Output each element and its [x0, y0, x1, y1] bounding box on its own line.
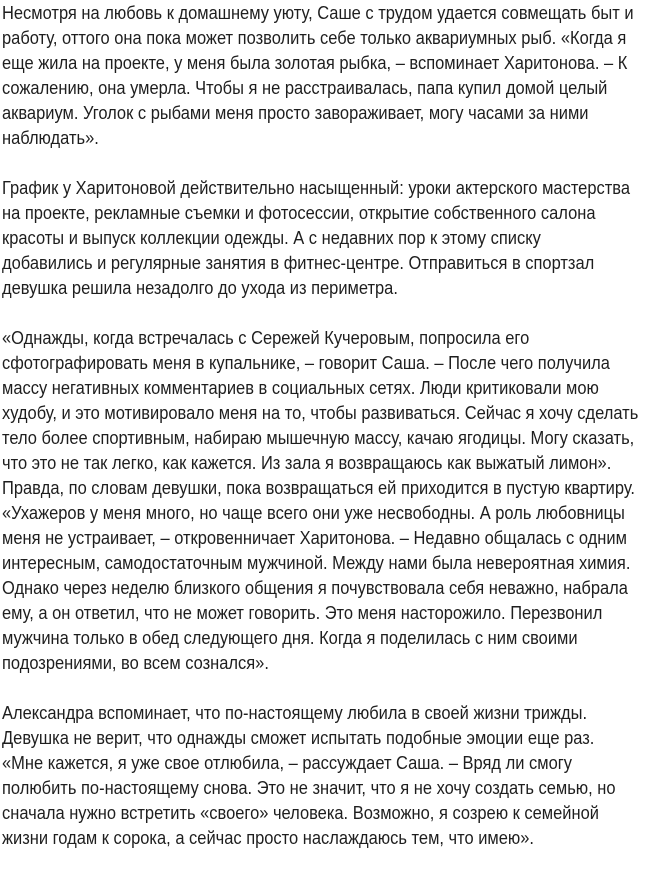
article-body	[2, 1, 670, 876]
text-line: на проекте, рекламные съемки и фотосессии, открытие собственного салона	[2, 203, 596, 223]
text-line: сожалению, она умерла. Чтобы я не расстраивалась, папа купил домой целый	[2, 78, 608, 98]
text-line: «Мне кажется, я уже свое отлюбила, – рассуждает Саша. – Вряд ли смогу	[2, 753, 572, 773]
text-line: худобу, и это мотивировало меня на то, чтобы развиваться. Сейчас я хочу сделать	[2, 403, 639, 423]
text-line: меня не устраивает, – откровенничает Харитонова. – Недавно общалась с одним	[2, 528, 627, 548]
text-line: сфотографировать меня в купальнике, – говорит Саша. – После чего получила	[2, 353, 610, 373]
text-line: подозрениями, во всем сознался».	[2, 653, 269, 673]
text-line: работу, оттого она пока может позволить себе только аквариумных рыб. «Когда я	[2, 28, 627, 48]
text-line: еще жила на проекте, у меня была золотая рыбка, – вспоминает Харитонова. – К	[2, 53, 628, 73]
text-line: полюбить по-настоящему снова. Это не значит, что я не хочу создать семью, но	[2, 778, 616, 798]
text-line: аквариум. Уголок с рыбами меня просто завораживает, могу часами за ними	[2, 103, 589, 123]
text-line: тело более спортивным, набираю мышечную массу, качаю ягодицы. Могу сказать,	[2, 428, 635, 448]
text-line: Девушка не верит, что однажды сможет испытать подобные эмоции еще раз.	[2, 728, 595, 748]
text-line: добавились и регулярные занятия в фитнес-центре. Отправиться в спортзал	[2, 253, 595, 273]
text-line: наблюдать».	[2, 128, 99, 148]
text-line: жизни годам к сорока, а сейчас просто наслаждаюсь тем, что имею».	[2, 828, 535, 848]
text-line: «Ухажеров у меня много, но чаще всего они уже несвободны. А роль любовницы	[2, 503, 625, 523]
paragraph-quote-fitness	[2, 326, 670, 676]
text-line: красоты и выпуск коллекции одежды. А с недавних пор к этому списку	[2, 228, 541, 248]
text-line: интересным, самодостаточным мужчиной. Между нами была невероятная химия.	[2, 553, 631, 573]
text-line: мужчина только в обед следующего дня. Когда я поделилась с ним своими	[2, 628, 578, 648]
text-line: Однако через неделю близкого общения я почувствовала себя неважно, набрала	[2, 578, 628, 598]
paragraph-love	[2, 701, 670, 851]
text-line: девушка решила незадолго до ухода из периметра.	[2, 278, 398, 298]
paragraph-aquarium	[2, 1, 670, 151]
text-line: График у Харитоновой действительно насыщенный: уроки актерского мастерства	[2, 178, 631, 198]
paragraph-schedule	[2, 176, 670, 301]
text-line: массу негативных комментариев в социальных сетях. Люди критиковали мою	[2, 378, 599, 398]
text-line: Александра вспоминает, что по-настоящему любила в своей жизни трижды.	[2, 703, 588, 723]
text-line: Несмотря на любовь к домашнему уюту, Саше с трудом удается совмещать быт и	[2, 3, 634, 23]
text-line: ему, а он ответил, что не может говорить. Это меня насторожило. Перезвонил	[2, 603, 603, 623]
text-line: «Однажды, когда встречалась с Сережей Кучеровым, попросила его	[2, 328, 530, 348]
text-line: сначала нужно встретить «своего» человека. Возможно, я созрею к семейной	[2, 803, 599, 823]
text-line: Правда, по словам девушки, пока возвращаться ей приходится в пустую квартиру.	[2, 478, 636, 498]
text-line: что это не так легко, как кажется. Из зала я возвращаюсь как выжатый лимон».	[2, 453, 612, 473]
